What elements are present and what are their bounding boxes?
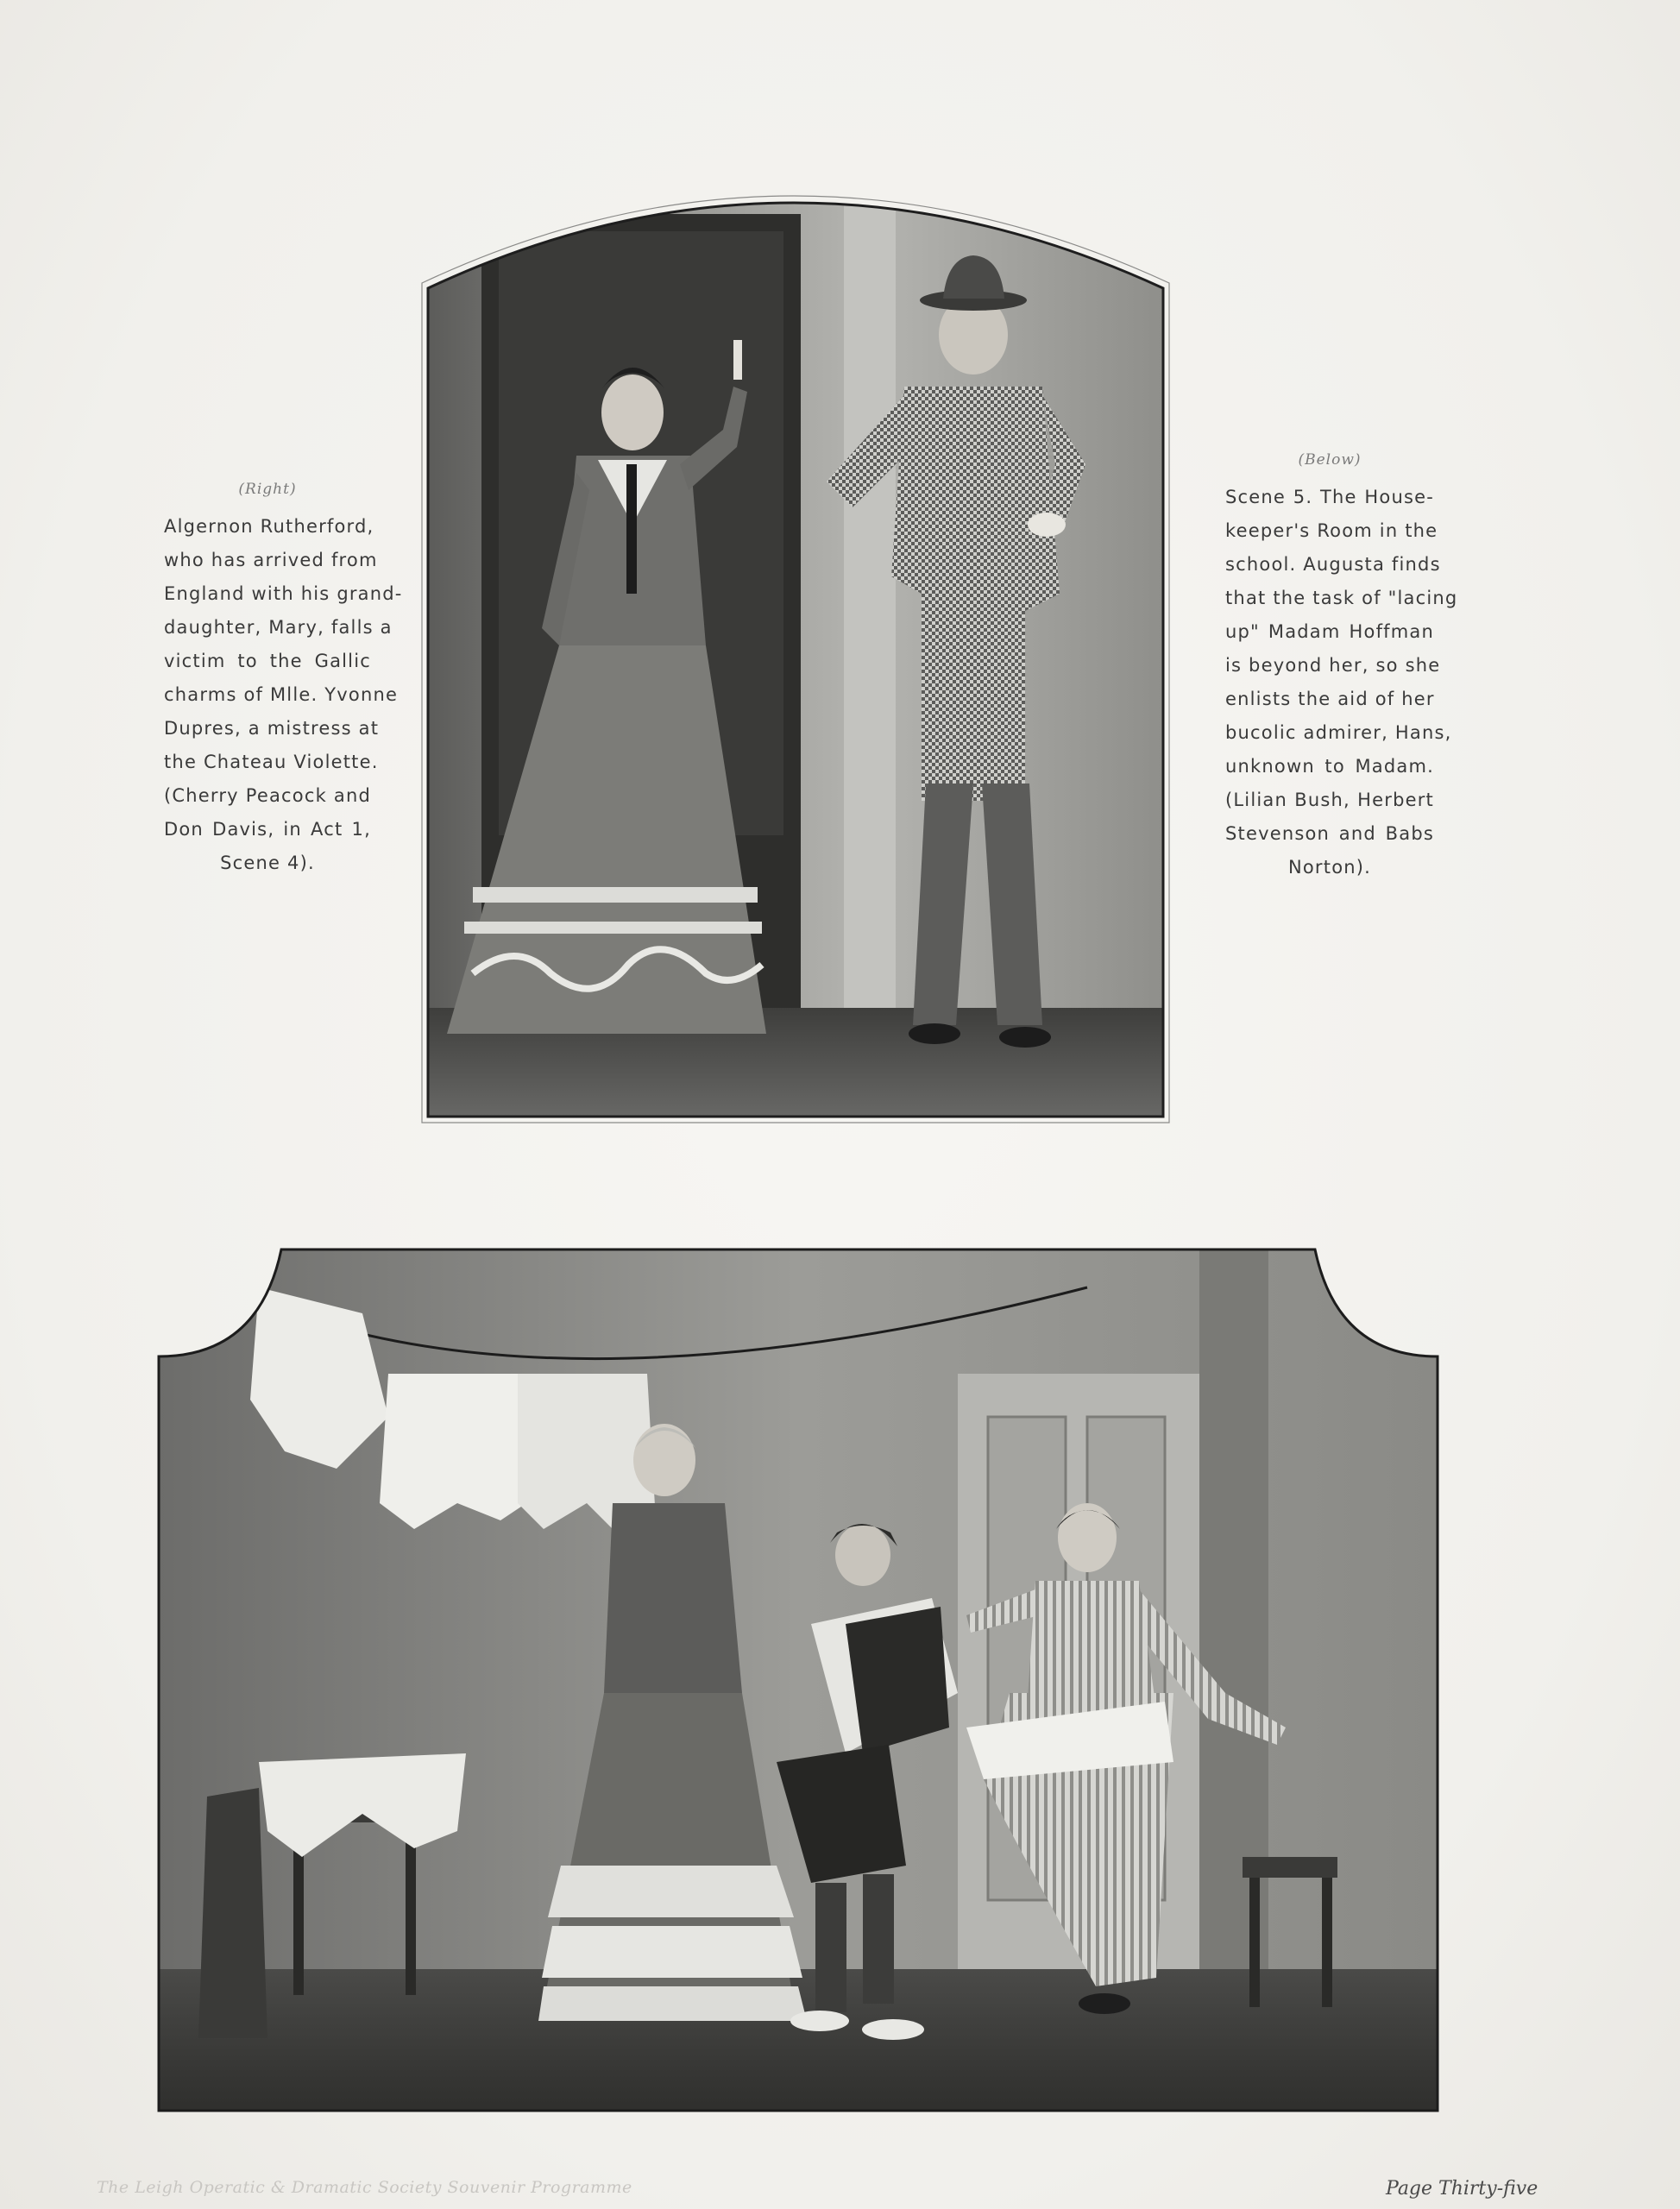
- caption-line: Scene 5. The House-: [1225, 487, 1434, 507]
- caption-line: unknown to Madam.: [1225, 756, 1434, 777]
- bottom-photo-graphic: [155, 1244, 1441, 2116]
- caption-line: Dupres, a mistress at: [164, 718, 380, 739]
- caption-line: who has arrived from: [164, 550, 378, 570]
- caption-line: Scene 4).: [220, 853, 315, 873]
- caption-left-cue: (Right): [238, 481, 297, 498]
- hanging-garment: [380, 1374, 526, 1529]
- caption-right-cue: (Below): [1298, 451, 1362, 469]
- caption-line: Algernon Rutherford,: [164, 516, 374, 537]
- caption-right: [1225, 444, 1458, 884]
- caption-line: victim to the Gallic: [164, 651, 371, 671]
- bottom-photograph: [155, 1244, 1441, 2116]
- caption-line: Don Davis, in Act 1,: [164, 819, 371, 840]
- top-photograph: [421, 162, 1170, 1123]
- caption-line: that the task of "lacing: [1225, 588, 1458, 608]
- caption-left: [164, 473, 403, 880]
- caption-line: the Chateau Violette.: [164, 752, 379, 772]
- caption-line: school. Augusta finds: [1225, 554, 1441, 575]
- caption-line: up" Madam Hoffman: [1225, 621, 1434, 642]
- caption-line: enlists the aid of her: [1225, 689, 1435, 709]
- page-number: Page Thirty-five: [1386, 2178, 1538, 2200]
- caption-line: Norton).: [1287, 857, 1372, 878]
- caption-line: (Lilian Bush, Herbert: [1225, 790, 1434, 810]
- caption-line: bucolic admirer, Hans,: [1225, 722, 1452, 743]
- caption-line: is beyond her, so she: [1225, 655, 1441, 676]
- caption-line: (Cherry Peacock and: [164, 785, 371, 806]
- caption-line: keeper's Room in the: [1225, 520, 1438, 541]
- caption-line: England with his grand-: [164, 583, 403, 604]
- caption-line: charms of Mlle. Yvonne: [164, 684, 399, 705]
- top-photo-graphic: [421, 162, 1170, 1123]
- publication-footer: The Leigh Operatic & Dramatic Society Souvenir Programme: [97, 2178, 632, 2197]
- caption-line: daughter, Mary, falls a: [164, 617, 393, 638]
- caption-line: Stevenson and Babs: [1225, 823, 1434, 844]
